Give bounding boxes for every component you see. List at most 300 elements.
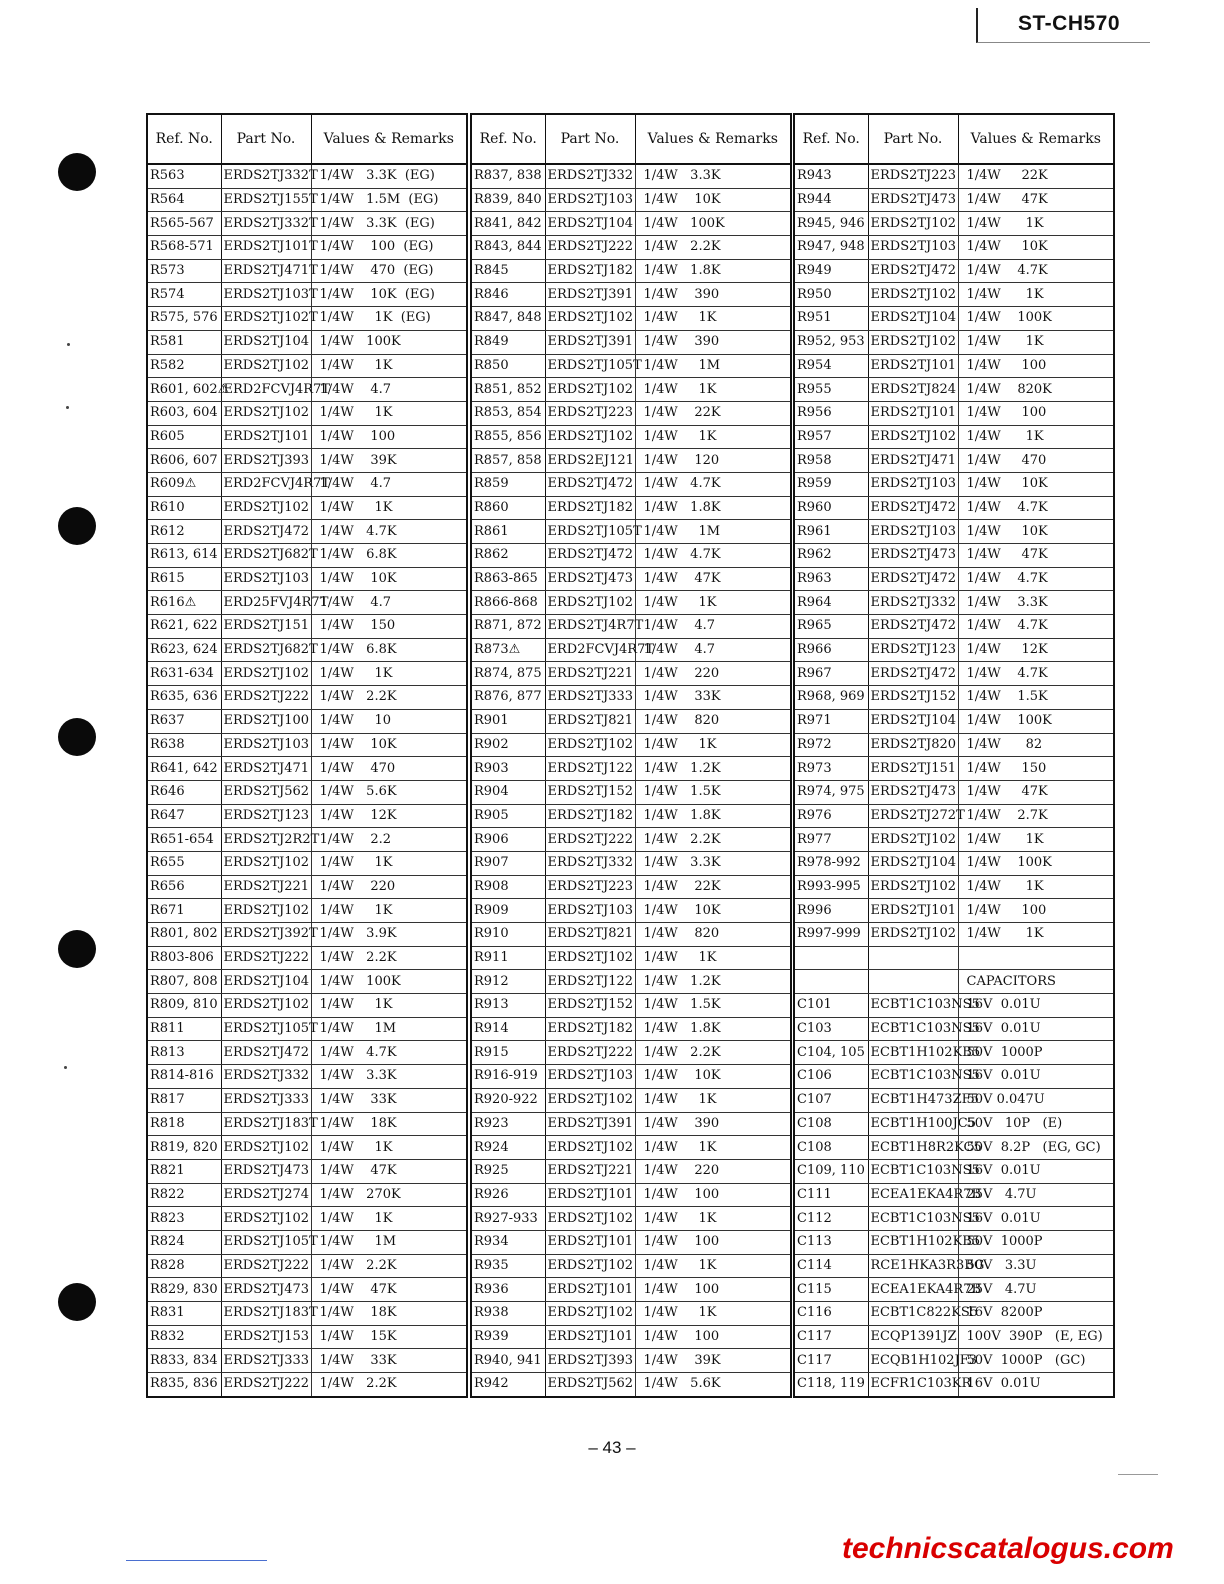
part-no-cell: ERDS2TJ102 [545,591,635,615]
values-cell: 1/4W 4.7 [635,615,791,639]
ref-no-cell: R835, 836 [147,1373,221,1397]
values-cell: 16V 0.01U [958,1207,1114,1231]
table-row [471,899,791,923]
part-no-cell: ERDS2TJ101 [545,1230,635,1254]
ref-no-cell: R564 [147,188,221,212]
ref-no-cell: R814-816 [147,1065,221,1089]
ref-no-cell: R863-865 [471,567,545,591]
ref-no-cell: R605 [147,425,221,449]
part-no-cell: ECQP1391JZ [868,1325,958,1349]
values-cell: 16V 0.01U [958,1065,1114,1089]
table-row [794,1017,1114,1041]
table-row [794,330,1114,354]
ref-no-cell: R565-567 [147,212,221,236]
table-row [147,923,467,947]
values-cell: 1/4W 6.8K [311,638,467,662]
ref-no-cell: R905 [471,804,545,828]
table-row [471,1136,791,1160]
ref-no-cell: C108 [794,1136,868,1160]
ref-no-cell: R902 [471,733,545,757]
values-cell: 50V 3.3U [958,1254,1114,1278]
table-row [794,1159,1114,1183]
ref-no-cell: C103 [794,1017,868,1041]
part-no-cell: ERDS2TJ153 [221,1325,311,1349]
values-cell: 1/4W 22K [958,164,1114,188]
table-row [471,994,791,1018]
values-cell: 25V 4.7U [958,1183,1114,1207]
values-cell: 1/4W 470 (EG) [311,259,467,283]
part-no-cell: ERDS2TJ103 [221,567,311,591]
ref-no-cell: R563 [147,164,221,188]
ref-no-cell: R997-999 [794,923,868,947]
values-cell: 1/4W 2.2K [635,828,791,852]
values-cell: 1/4W 100 [635,1183,791,1207]
table-row [471,1159,791,1183]
values-cell: 1/4W 820K [958,378,1114,402]
parts-table-middle [470,113,792,1398]
values-cell: 1/4W 3.3K [958,591,1114,615]
part-no-cell: ERDS2TJ104 [868,709,958,733]
table-row [471,1017,791,1041]
table-row [471,923,791,947]
part-no-cell: ERDS2TJ122 [545,970,635,994]
values-cell: 50V 0.047U [958,1088,1114,1112]
table-row [147,757,467,781]
ref-no-cell: R609⚠ [147,472,221,496]
part-no-cell: ERDS2TJ222 [545,828,635,852]
ref-no-cell: R819, 820 [147,1136,221,1160]
part-no-cell: ERDS2TJ562 [221,780,311,804]
ref-no-cell: R909 [471,899,545,923]
part-no-cell: ERDS2TJ155T [221,188,311,212]
ref-no-cell: R936 [471,1278,545,1302]
table-row [147,520,467,544]
part-no-cell: ERDS2TJ101 [868,899,958,923]
ref-no-cell: R616⚠ [147,591,221,615]
ref-no-cell: R849 [471,330,545,354]
ref-no-cell: R601, 602⚠ [147,378,221,402]
ref-no-cell: C106 [794,1065,868,1089]
part-no-cell: ERDS2TJ332T [221,212,311,236]
values-cell: 1/4W 4.7K [635,472,791,496]
table-row [147,899,467,923]
part-no-cell: ERDS2TJ102 [868,283,958,307]
table-row [147,449,467,473]
ref-no-cell: R962 [794,544,868,568]
table-row [471,425,791,449]
values-cell: 1/4W 1M [635,520,791,544]
table-row [471,378,791,402]
ref-no-cell: R655 [147,851,221,875]
table-row [794,662,1114,686]
table-row [471,567,791,591]
part-no-cell: ERDS2TJ4R7T [545,615,635,639]
values-cell: 1/4W 220 [635,662,791,686]
part-no-cell: ECEA1EKA4R7B [868,1183,958,1207]
ref-no-cell: R853, 854 [471,401,545,425]
values-cell: 1/4W 100K [311,970,467,994]
table-row [471,283,791,307]
part-no-cell: ECBT1H100JC5 [868,1112,958,1136]
part-no-cell: ERDS2TJ182 [545,1017,635,1041]
binder-hole [58,507,96,545]
values-cell: 1/4W 150 [311,615,467,639]
ref-no-cell: R857, 858 [471,449,545,473]
ref-no-cell: R952, 953 [794,330,868,354]
table-row [471,236,791,260]
part-no-cell: ERDS2TJ102 [868,828,958,852]
values-cell: 1/4W 1K [635,378,791,402]
watermark-text: technicscatalogus.com [842,1532,1174,1565]
ref-no-cell: R641, 642 [147,757,221,781]
values-cell: 1/4W 1K [311,1136,467,1160]
table-row [147,472,467,496]
values-cell: 1/4W 3.3K (EG) [311,212,467,236]
table-row [471,1207,791,1231]
ref-no-cell: R973 [794,757,868,781]
part-no-cell: ERD2FCVJ4R7T [545,638,635,662]
values-cell: 1/4W 2.2 [311,828,467,852]
table-row [471,686,791,710]
part-no-cell: ERDS2TJ103 [868,520,958,544]
ref-no-cell: R939 [471,1325,545,1349]
part-no-cell: ERDS2TJ102 [545,1207,635,1231]
ref-no-cell: R823 [147,1207,221,1231]
ref-no-cell: R925 [471,1159,545,1183]
part-no-cell: ERDS2TJ332 [868,591,958,615]
table-row [147,1254,467,1278]
table-row [147,307,467,331]
values-cell: 1/4W 18K [311,1112,467,1136]
values-cell: 1/4W 820 [635,923,791,947]
ref-no-cell: R940, 941 [471,1349,545,1373]
table-row [147,638,467,662]
ref-no-cell: R610 [147,496,221,520]
table-row [794,283,1114,307]
ref-no-cell: C116 [794,1302,868,1326]
part-no-cell: ECBT1H8R2KC5 [868,1136,958,1160]
part-no-cell: ERDS2TJ102 [545,425,635,449]
ref-no-cell: R581 [147,330,221,354]
table-row [147,212,467,236]
table-row [794,1207,1114,1231]
values-cell: 1/4W 5.6K [635,1373,791,1397]
part-no-cell: ERDS2TJ682T [221,638,311,662]
table-row [147,709,467,733]
part-no-cell: ERDS2TJ151 [221,615,311,639]
values-cell: 1/4W 10K [635,188,791,212]
table-row [471,496,791,520]
table-row [147,1230,467,1254]
part-no-cell: ERDS2TJ104 [221,970,311,994]
values-cell: 50V 8.2P (EG, GC) [958,1136,1114,1160]
part-no-cell: ERDS2TJ102 [221,401,311,425]
values-cell: 1/4W 47K [958,544,1114,568]
part-no-cell: ERDS2TJ824 [868,378,958,402]
ref-no-cell [794,970,868,994]
part-no-cell: ERDS2TJ152 [868,686,958,710]
values-cell: 1/4W 1K [958,875,1114,899]
part-no-cell: ERDS2TJ221 [545,1159,635,1183]
table-row [147,946,467,970]
table-row [147,1088,467,1112]
values-cell: 1/4W 1M [635,354,791,378]
table-row [794,733,1114,757]
values-cell: 1/4W 10K [635,1065,791,1089]
values-cell: 1/4W 10K [958,472,1114,496]
part-no-cell: ERDS2TJ821 [545,923,635,947]
table-row [794,520,1114,544]
values-cell: 1/4W 1K [635,1136,791,1160]
ref-no-cell: R828 [147,1254,221,1278]
values-cell: 1/4W 1K [311,662,467,686]
values-cell: 50V 10P (E) [958,1112,1114,1136]
table-row [794,1302,1114,1326]
part-no-cell: ERDS2TJ102 [221,899,311,923]
values-cell: 1/4W 3.3K [311,1065,467,1089]
part-no-cell: ERDS2TJ102 [545,946,635,970]
table-row [471,970,791,994]
ref-no-cell: R821 [147,1159,221,1183]
table-row [794,591,1114,615]
binder-hole [58,930,96,968]
part-no-cell: ERDS2TJ102 [868,923,958,947]
ref-no-cell: R837, 838 [471,164,545,188]
values-cell: 1/4W 390 [635,283,791,307]
values-cell: 1/4W 47K [958,188,1114,212]
part-no-cell: ERDS2TJ102 [868,425,958,449]
values-cell: 1/4W 39K [635,1349,791,1373]
table-row [471,851,791,875]
part-no-cell: ERDS2TJ471T [221,259,311,283]
values-cell: 1/4W 4.7K [311,520,467,544]
part-no-cell: ERDS2TJ332 [545,164,635,188]
ref-no-cell: R926 [471,1183,545,1207]
part-no-cell: ERD2FCVJ4R7T [221,378,311,402]
values-cell: 50V 1000P [958,1041,1114,1065]
values-cell: 1/4W 100 [958,401,1114,425]
ref-no-cell: R874, 875 [471,662,545,686]
ref-no-cell: R949 [794,259,868,283]
part-no-cell: ERDS2TJ101 [545,1278,635,1302]
part-no-cell: ERDS2TJ105T [221,1017,311,1041]
table-row [794,425,1114,449]
values-cell: 1/4W 1M [311,1017,467,1041]
ref-no-cell: R996 [794,899,868,923]
part-no-cell: ERDS2TJ821 [545,709,635,733]
table-row [147,615,467,639]
table-row [794,1349,1114,1373]
values-cell: 1/4W 5.6K [311,780,467,804]
footer-rule [1118,1474,1158,1475]
part-no-cell: ERDS2TJ182 [545,259,635,283]
values-cell: 1/4W 1K [958,923,1114,947]
values-cell: 1/4W 22K [635,401,791,425]
table-row [147,686,467,710]
header-ref-no: Ref. No. [471,114,545,164]
part-no-cell: ERDS2TJ473 [221,1159,311,1183]
values-cell: 1/4W 100K [958,851,1114,875]
table-row [147,544,467,568]
values-cell: 16V 0.01U [958,1159,1114,1183]
values-cell: 1/4W 1K [958,828,1114,852]
part-no-cell: ERDS2TJ102 [221,851,311,875]
values-cell: 1/4W 470 [311,757,467,781]
ref-no-cell: R862 [471,544,545,568]
values-cell: 1/4W 12K [311,804,467,828]
ref-no-cell: C118, 119 [794,1373,868,1397]
table-row [471,709,791,733]
part-no-cell: ERDS2TJ472 [221,520,311,544]
header-part-no: Part No. [868,114,958,164]
ref-no-cell: R904 [471,780,545,804]
header-part-no: Part No. [545,114,635,164]
values-cell: 1/4W 2.2K [311,946,467,970]
values-cell: 50V 1000P (GC) [958,1349,1114,1373]
ref-no-cell: R911 [471,946,545,970]
values-cell: 1/4W 220 [635,1159,791,1183]
values-cell: 1/4W 1.5K [958,686,1114,710]
part-no-cell: ECBT1C103NS5 [868,1159,958,1183]
table-row [794,1254,1114,1278]
ref-no-cell: R958 [794,449,868,473]
table-row [794,1183,1114,1207]
values-cell: 1/4W 3.3K (EG) [311,164,467,188]
part-no-cell: ERDS2TJ102 [545,1088,635,1112]
ref-no-cell: R843, 844 [471,236,545,260]
ref-no-cell: R822 [147,1183,221,1207]
table-row [471,259,791,283]
values-cell: 1/4W 4.7 [635,638,791,662]
ref-no-cell: R803-806 [147,946,221,970]
values-cell: 1/4W 4.7K [958,259,1114,283]
ref-no-cell: R651-654 [147,828,221,852]
part-no-cell: ERDS2TJ222 [545,236,635,260]
table-row [147,1159,467,1183]
table-row [471,449,791,473]
values-cell: 1/4W 390 [635,1112,791,1136]
values-cell: 1/4W 1.5M (EG) [311,188,467,212]
table-row [794,1278,1114,1302]
values-cell: 1/4W 1K [635,1207,791,1231]
ref-no-cell: R945, 946 [794,212,868,236]
table-row [471,615,791,639]
table-row [471,1302,791,1326]
table-row [147,733,467,757]
values-cell: 1/4W 100K [958,709,1114,733]
ref-no-cell: C117 [794,1325,868,1349]
table-row [147,875,467,899]
ref-no-cell: R908 [471,875,545,899]
table-row [147,994,467,1018]
values-cell: 1/4W 1K [958,425,1114,449]
part-no-cell: ERDS2TJ102 [545,1136,635,1160]
part-no-cell: ERDS2TJ391 [545,330,635,354]
table-row [147,970,467,994]
part-no-cell: ERDS2TJ105T [221,1230,311,1254]
part-no-cell: ERD25FVJ4R7T [221,591,311,615]
values-cell: 1/4W 47K [958,780,1114,804]
values-cell: 1/4W 1.5K [635,994,791,1018]
values-cell: 1/4W 4.7K [958,496,1114,520]
values-cell: 1/4W 1K [311,851,467,875]
values-cell: 1/4W 820 [635,709,791,733]
values-cell: 1/4W 100 [958,899,1114,923]
ref-no-cell: R606, 607 [147,449,221,473]
table-row [471,591,791,615]
values-cell: 1/4W 2.2K [311,1373,467,1397]
table-row [147,401,467,425]
table-row [471,828,791,852]
ref-no-cell: R574 [147,283,221,307]
values-cell: 1/4W 39K [311,449,467,473]
values-cell: 1/4W 1K [311,1207,467,1231]
table-row [471,307,791,331]
part-no-cell [868,946,958,970]
part-no-cell: ERDS2TJ182 [545,496,635,520]
ref-no-cell: R623, 624 [147,638,221,662]
part-no-cell: ECEA1EKA4R7B [868,1278,958,1302]
ref-no-cell: C109, 110 [794,1159,868,1183]
values-cell: 1/4W 33K [635,686,791,710]
part-no-cell: ERDS2TJ222 [221,686,311,710]
ref-no-cell: C117 [794,1349,868,1373]
ref-no-cell: C101 [794,994,868,1018]
ref-no-cell: R934 [471,1230,545,1254]
ref-no-cell: R956 [794,401,868,425]
values-cell: 1/4W 3.3K [635,164,791,188]
values-cell: 1/4W 10K [958,520,1114,544]
table-row [794,496,1114,520]
values-cell: 1/4W 100 [635,1325,791,1349]
table-row [794,1230,1114,1254]
ref-no-cell: R961 [794,520,868,544]
part-no-cell: ERDS2TJ393 [545,1349,635,1373]
ref-no-cell: R907 [471,851,545,875]
table-row [794,1112,1114,1136]
part-no-cell: ERDS2TJ221 [545,662,635,686]
ref-no-cell: R964 [794,591,868,615]
ref-no-cell: R621, 622 [147,615,221,639]
part-no-cell: ERDS2TJ102 [545,733,635,757]
ref-no-cell: R957 [794,425,868,449]
values-cell: 1/4W 15K [311,1325,467,1349]
table-row [471,804,791,828]
ref-no-cell: R960 [794,496,868,520]
values-cell: 1/4W 4.7K [311,1041,467,1065]
values-cell: 1/4W 4.7 [311,591,467,615]
values-cell [958,946,1114,970]
values-cell: 1/4W 82 [958,733,1114,757]
table-row [471,544,791,568]
table-row [794,780,1114,804]
values-cell: 1/4W 1.2K [635,970,791,994]
ref-no-cell: R847, 848 [471,307,545,331]
binder-hole [58,153,96,191]
table-row [794,615,1114,639]
ref-no-cell: R832 [147,1325,221,1349]
page-number: – 43 – [588,1438,636,1457]
part-no-cell: ERDS2TJ103 [545,1065,635,1089]
values-cell: 1/4W 100K [311,330,467,354]
part-no-cell: ERDS2TJ472 [868,662,958,686]
table-row [147,804,467,828]
ref-no-cell: R972 [794,733,868,757]
part-no-cell: ERDS2TJ102 [221,662,311,686]
part-no-cell: ERDS2TJ472 [221,1041,311,1065]
table-row [794,828,1114,852]
table-row [794,638,1114,662]
